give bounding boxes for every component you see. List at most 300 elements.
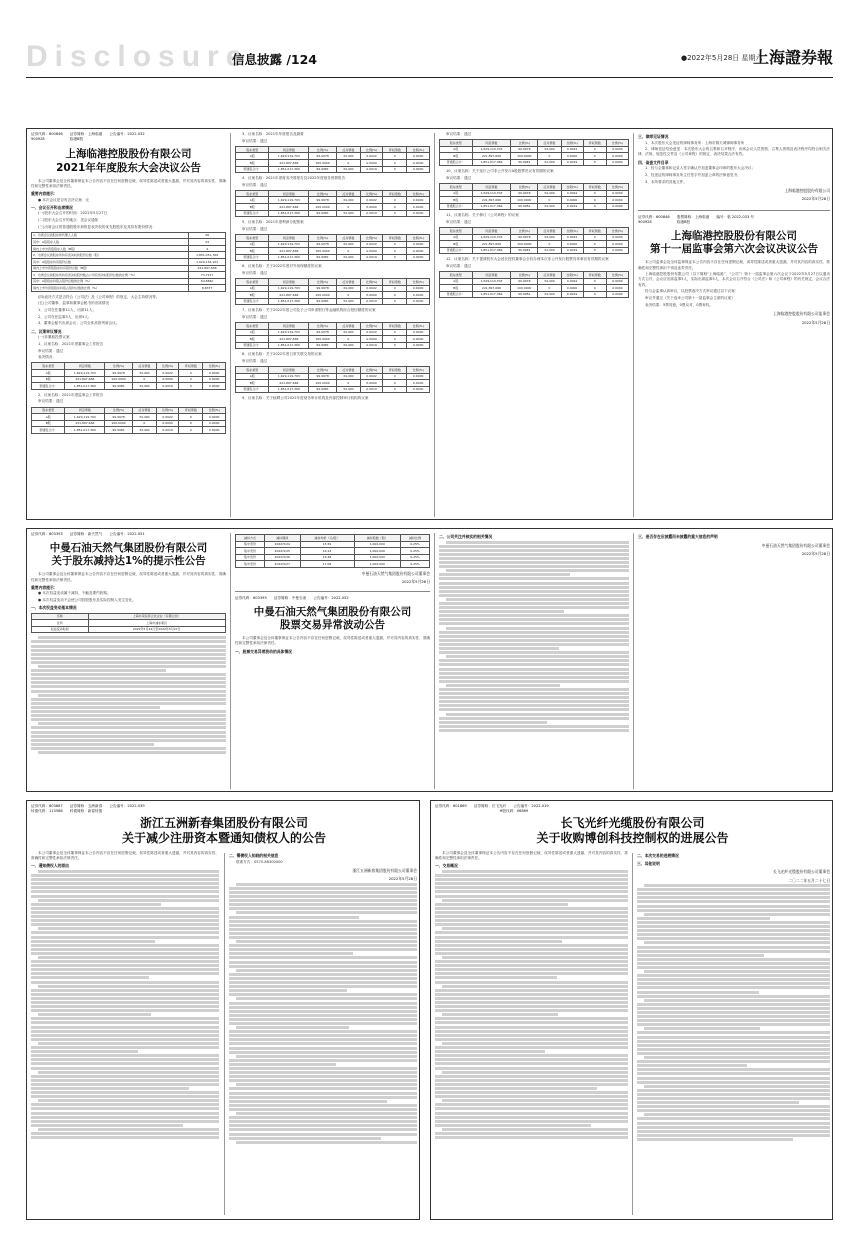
table-cell: A股 <box>236 373 269 380</box>
table-cell: 0 <box>583 153 606 160</box>
table-header: 股东类型 <box>236 146 269 153</box>
table-cell: A股 <box>440 190 473 197</box>
table-cell: 0 <box>383 153 407 160</box>
table-cell: B股 <box>440 153 473 160</box>
table-cell: A股 <box>236 285 269 292</box>
table-cell: 普通股合计： <box>236 166 269 173</box>
paragraph: 审议结果：通过 <box>242 226 268 231</box>
table-cell: 221,897,666 <box>65 376 105 383</box>
table-cell: 34,400 <box>538 278 561 285</box>
table-cell: 0 <box>179 370 203 377</box>
table-cell: 0.25% <box>400 561 429 568</box>
table-header: 比例(%) <box>156 363 179 370</box>
table-cell: B股 <box>440 241 473 248</box>
table-cell: 221,897,666 <box>472 197 511 204</box>
table-cell: 0.0019 <box>360 386 383 393</box>
table-cell: 0 <box>383 292 407 299</box>
table-row <box>236 298 430 305</box>
table-cell: 0 <box>583 190 606 197</box>
table-cell: 0.0019 <box>360 166 383 173</box>
table-cell: 0 <box>583 247 606 254</box>
paragraph: 4、议案名称：2021年度财务决算报告及2022年度财务预算报告 <box>242 176 346 181</box>
section-heading: 一、交易概况 <box>435 863 458 869</box>
table-header: 股东类型 <box>440 184 473 191</box>
bond-code-line: 转债代码：113568 转债简称：新春转债 <box>31 809 103 814</box>
table-cell: 0.0000 <box>360 380 383 387</box>
table-cell: 0.0022 <box>360 373 383 380</box>
table-cell: 0 <box>583 197 606 204</box>
vote-table <box>235 234 430 261</box>
vote-table <box>31 407 226 434</box>
company-name: 上海临港控股股份有限公司 <box>671 230 797 243</box>
stock-code-line: 证券代码：603393 证券简称：新天然气 公告编号：2022-051 <box>31 532 145 536</box>
table-cell: 普通股合计： <box>236 342 269 349</box>
table-header: 比例(%) <box>511 140 538 147</box>
paragraph: 审议结果：通过 <box>446 220 472 225</box>
table-cell: 1,851,017,369 <box>269 210 309 217</box>
signature-date: 2022年5月28日 <box>801 319 830 325</box>
table-header: 反对票数 <box>538 272 561 279</box>
table-cell: 34,400 <box>336 329 360 336</box>
table-header: 同意票数 <box>269 234 309 241</box>
notice-title: 关于减少注册资本暨通知债权人的公告 <box>121 831 326 846</box>
table-cell: 34,400 <box>336 342 360 349</box>
table-cell: 99.9981 <box>511 247 538 254</box>
table-header: 反对票数 <box>538 140 561 147</box>
newspaper-logo: 上海證券報 <box>752 48 833 67</box>
stock-code-line: 证券代码：601869 证券简称：长飞光纤 公告编号：2022-019 <box>435 804 549 808</box>
section-heading: 三、律师见证情况 <box>638 134 669 139</box>
column-divider <box>633 133 634 517</box>
table-cell: 2、出席会议的股东所持有表决权的股份总数（股） <box>32 252 189 259</box>
table-cell: 0 <box>383 241 407 248</box>
paragraph: (二)股东大会召开的地点：见会议通知 <box>38 217 99 222</box>
table-cell: 2022/5/24 <box>264 541 300 548</box>
table-cell: 34,400 <box>336 298 360 305</box>
notice-agm-col2 <box>235 132 430 518</box>
table-cell: 73.7217 <box>189 272 226 279</box>
paragraph: 审议结果：通过 <box>242 314 268 319</box>
table-cell: 境内上市外资股股东人数（B股） <box>32 245 189 252</box>
table-cell: 0 <box>383 210 407 217</box>
paragraph: 2、议案名称：2021年度监事会工作报告 <box>38 392 104 397</box>
paragraph: 11、议案名称：关于修订《公司章程》的议案 <box>446 213 519 218</box>
table-cell: 0 <box>583 159 606 166</box>
paragraph: 审议结果：通过 <box>242 138 268 143</box>
notice-title: 第十一届监事会第六次会议决议公告 <box>650 243 818 256</box>
paragraph: 1、议案名称：2021年度董事会工作报告 <box>38 341 104 346</box>
table-cell: 221,897,666 <box>269 204 309 211</box>
table-cell: 普通股合计： <box>236 210 269 217</box>
table-header: 反对票数 <box>336 323 360 330</box>
table-header: 比例(%) <box>606 140 628 147</box>
table-cell: 0.0000 <box>407 285 430 292</box>
table-cell: 1,851,017,369 <box>269 386 309 393</box>
notice-supervisory-col <box>638 132 830 518</box>
table-cell: A股 <box>236 153 269 160</box>
section-heading: 一、股票交易异常波动的具体情况 <box>235 648 292 654</box>
paragraph: 10、议案名称：关于延长公司非公开发行A股股票决议有效期的议案 <box>446 169 554 174</box>
table-cell: 0.0019 <box>561 291 583 298</box>
table-header: 比例(%) <box>606 184 628 191</box>
paragraph: 3、本所要求的其他文件。 <box>645 179 687 184</box>
table-cell: 99.9981 <box>511 159 538 166</box>
paragraph: 表决情况： <box>38 355 56 360</box>
notice-acquisition-header <box>435 804 830 848</box>
table-cell: 0.0000 <box>606 278 628 285</box>
table-cell: 99.9978 <box>309 329 337 336</box>
table-cell: 0.0022 <box>561 234 583 241</box>
table-cell: 0.0000 <box>203 427 226 434</box>
table-cell: 99.9978 <box>309 373 337 380</box>
table-header: 反对票数 <box>336 234 360 241</box>
table-cell: B股 <box>236 204 269 211</box>
table-cell: 0.0000 <box>407 292 430 299</box>
table-cell: 0.0000 <box>407 386 430 393</box>
table-header: 比例(%) <box>407 367 430 374</box>
table-row <box>236 254 430 261</box>
table-header: 比例(%) <box>156 407 179 414</box>
table-header: 比例(%) <box>606 272 628 279</box>
table-cell: 99.9978 <box>309 285 337 292</box>
table-cell: 99.9981 <box>309 166 337 173</box>
table-cell: 34,400 <box>336 166 360 173</box>
table-header: 比例(%) <box>561 140 583 147</box>
table-cell: 16.48 <box>300 554 354 561</box>
table-header: 比例(%) <box>407 234 430 241</box>
table-cell: 1,629,119,703 <box>65 370 105 377</box>
table-cell: 0.0019 <box>156 383 179 390</box>
table-cell: 34,400 <box>336 153 360 160</box>
table-cell: 2022/5/25 <box>264 548 300 555</box>
table-cell: B股 <box>236 380 269 387</box>
paragraph: 上海临港控股股份有限公司（以下简称“上海临港”、“公司”）第十一届监事会第六次会议于2022年5月27日以通讯方式召开，会议应出席监事5人，实际出席监事5人，本次会议召开符合《公司法》和《公司章程》的有关规定，会议合法有效。 <box>638 272 830 287</box>
disclaimer-text: 本公司董事会及全体董事保证本公告内容不存在任何虚假记载、误导性陈述或者重大遗漏，并对其内容的真实性、准确性和完整性承担法律责任。 <box>31 851 219 861</box>
stock-code-line: 证券代码：603393 证券简称：中曼石油 公告编号：2022-052 <box>235 595 349 600</box>
table-cell: 权益变动时间 <box>32 626 89 633</box>
paragraph: 5、议案名称：2021年度利润分配预案 <box>242 220 304 225</box>
paragraph: 12、议案名称：关于提请股东大会延长授权董事会全权办理本次非公开发行股票具体事宜有效期的议案 <box>446 257 609 262</box>
table-cell: 0.0019 <box>561 159 583 166</box>
table-cell: A股 <box>32 414 65 421</box>
table-cell: 0 <box>583 203 606 210</box>
table-header: 股东类型 <box>236 367 269 374</box>
table-cell: 0 <box>179 383 203 390</box>
company-name: 浙江五洲新春集团股份有限公司 <box>139 816 308 831</box>
table-cell: 0.0000 <box>360 336 383 343</box>
table-cell: 0 <box>383 329 407 336</box>
table-header: 弃权票数 <box>179 363 203 370</box>
table-cell: 221,897,666 <box>269 248 309 255</box>
table-header: 比例(%) <box>561 272 583 279</box>
table-header: 比例(%) <box>407 146 430 153</box>
stock-code-line: 证券代码：600848 股票简称：上海临港 编号：临 2022-033 号 <box>638 214 754 219</box>
table-cell: 0 <box>383 159 407 166</box>
table-cell: 99.9981 <box>511 291 538 298</box>
notice-title: 关于收购博创科技控制权的进展公告 <box>536 831 729 846</box>
table-header: 弃权票数 <box>383 190 407 197</box>
table-cell: 99.9981 <box>105 383 133 390</box>
table-header: 比例(%) <box>360 234 383 241</box>
table-cell: 0.25% <box>400 548 429 555</box>
table-cell: 1,851,017,369 <box>472 247 511 254</box>
table-cell: 1,629,119,703 <box>269 153 309 160</box>
table-cell: 2022/5/27 <box>264 561 300 568</box>
paragraph: 2、公司在任监事5人，出席5人； <box>38 314 92 319</box>
table-header: 弃权票数 <box>383 279 407 286</box>
table-cell: 0.0000 <box>561 241 583 248</box>
table-cell: 64.8840 <box>189 278 226 285</box>
table-cell: 0.0000 <box>606 203 628 210</box>
table-cell: 普通股合计： <box>32 383 65 390</box>
table-header: 比例(%) <box>360 146 383 153</box>
vote-table <box>439 139 629 166</box>
table-header: 股东类型 <box>440 140 473 147</box>
paragraph: (四)表决方式是否符合《公司法》及《公司章程》的规定，大会主持情况等。 <box>38 294 160 299</box>
table-cell: 0 <box>538 153 561 160</box>
table-header: 同意票数 <box>269 279 309 286</box>
table-cell: 0 <box>179 376 203 383</box>
table-cell: 100.0000 <box>309 204 337 211</box>
attendance-table <box>31 232 226 292</box>
table-header: 比例(%) <box>203 363 226 370</box>
table-cell: A股 <box>236 241 269 248</box>
section-heading: 一、本次权益变动基本情况 <box>31 605 77 611</box>
table-header: 股东类型 <box>440 228 473 235</box>
table-cell: 0.0019 <box>561 203 583 210</box>
table-cell: 0.0019 <box>360 210 383 217</box>
table-cell: B股 <box>32 420 65 427</box>
table-cell: 99.9981 <box>309 210 337 217</box>
vote-table <box>235 190 430 217</box>
table-header: 同意票数 <box>269 190 309 197</box>
table-header: 比例(%) <box>360 190 383 197</box>
disclaimer-text: 本公司董事会及全体董事保证本公告内容不存在任何虚假记载、误导性陈述或者重大遗漏，并对其内容的真实性、准确性和完整性承担法律责任。 <box>435 851 628 861</box>
table-cell: 0 <box>538 197 561 204</box>
table-header: 名称 <box>32 613 89 620</box>
table-cell: B股 <box>236 159 269 166</box>
table-cell: 99.9978 <box>511 234 538 241</box>
table-cell: 100.0000 <box>309 336 337 343</box>
paragraph: (一)非累积投票议案 <box>38 335 70 340</box>
table-cell: 100.0000 <box>105 420 133 427</box>
table-cell: 0.0022 <box>561 278 583 285</box>
table-cell: 0 <box>179 427 203 434</box>
table-cell: 1,000,000 <box>354 541 400 548</box>
notice-title: 关于股东减持达1%的提示性公告 <box>51 555 206 568</box>
table-cell: 99.9981 <box>105 427 133 434</box>
paragraph: 审议结果：通过 <box>242 270 268 275</box>
table-header: 反对票数 <box>336 190 360 197</box>
table-header: 反对票数 <box>538 184 561 191</box>
table-header: 弃权票数 <box>583 140 606 147</box>
table-cell: 0.0000 <box>407 336 430 343</box>
table-cell: 0 <box>383 166 407 173</box>
table-header: 比例(%) <box>105 363 133 370</box>
table-cell: 3、出席会议的股东所持有表决权股份数占公司有表决权股份总数的比例（%） <box>32 272 189 279</box>
disclaimer-text: 本公司监事会及全体监事保证本公告内容不存在任何虚假记载、误导性陈述或者重大遗漏，并对其内容的真实性、准确性和完整性承担个别及连带责任。 <box>638 260 830 270</box>
table-header: 比例(%) <box>511 228 538 235</box>
table-cell: 1,629,119,703 <box>472 278 511 285</box>
table-cell: 集中竞价 <box>236 541 265 548</box>
table-row <box>440 291 629 298</box>
table-header: 比例(%) <box>360 323 383 330</box>
stock-code-line-b: 900928 临港B股 <box>31 137 84 142</box>
table-cell: 34,400 <box>132 414 156 421</box>
shareholder-info-table <box>31 613 226 634</box>
table-header: 弃权票数 <box>583 184 606 191</box>
table-cell: 99.9978 <box>105 370 133 377</box>
company-name: 长飞光纤光缆股份有限公司 <box>560 816 705 831</box>
table-header: 比例(%) <box>511 272 538 279</box>
table-cell: 0.0000 <box>407 373 430 380</box>
table-cell: 100.0000 <box>511 241 538 248</box>
table-cell: 0 <box>336 380 360 387</box>
table-cell: 0.0000 <box>407 204 430 211</box>
table-cell: 1,851,017,369 <box>472 159 511 166</box>
paragraph: 审议结果：通过 <box>446 132 472 136</box>
table-cell: 普通股合计： <box>236 254 269 261</box>
table-cell: 普通股合计： <box>440 247 473 254</box>
table-cell: B股 <box>236 248 269 255</box>
masthead <box>26 40 833 78</box>
table-cell: 0.0000 <box>360 292 383 299</box>
table-cell: 0.0000 <box>561 285 583 292</box>
table-cell: 0 <box>583 291 606 298</box>
table-cell: 99.9978 <box>105 414 133 421</box>
paragraph: 9、议案名称：关于续聘公司2022年度财务审计机构及内部控制审计机构的议案 <box>242 396 369 401</box>
table-cell: 0 <box>538 285 561 292</box>
table-cell: 0 <box>383 254 407 261</box>
table-cell: 0.25% <box>400 541 429 548</box>
table-cell: 0 <box>179 420 203 427</box>
table-header: 弃权票数 <box>383 323 407 330</box>
table-cell: 99.9978 <box>309 153 337 160</box>
table-cell: 1,851,017,369 <box>269 166 309 173</box>
table-cell: 0.0000 <box>561 197 583 204</box>
table-cell: 普通股合计： <box>32 427 65 434</box>
notice-block-bottom-right <box>430 800 833 1220</box>
table-cell: 0.0000 <box>407 248 430 255</box>
paragraph: 7、议案名称：关于2022年度公司及子公司申请银行等金融机构综合授信额度的议案 <box>242 308 376 313</box>
table-cell: 境内上市外资股股东持有股份总数（B股） <box>32 265 189 272</box>
column-divider <box>633 533 634 789</box>
table-cell: 0 <box>538 241 561 248</box>
paragraph: (一)股东大会召开的时间：2022年5月27日 <box>38 211 108 216</box>
brand-wordmark: Disclosure <box>26 40 250 73</box>
paragraph: 3、董事会秘书出席会议；公司全体高管列席会议。 <box>38 321 120 326</box>
table-cell: 1,851,017,369 <box>269 342 309 349</box>
signature: 上海临港控股股份有限公司 <box>784 187 830 193</box>
disclaimer-text: 本公司董事会及全体董事保证本公告内容不存在任何虚假记载、误导性陈述或者重大遗漏，并对其内容的真实性、准确性和完整性承担法律责任。 <box>235 636 430 646</box>
table-cell: 其中：A股股东持股占股份总数的比例（%） <box>32 278 189 285</box>
body-text-texture <box>637 884 830 1141</box>
column-divider <box>632 853 633 1215</box>
table-header: 比例(%) <box>309 367 337 374</box>
table-cell: 0.0000 <box>360 248 383 255</box>
table-header: 比例(%) <box>309 279 337 286</box>
table-cell: 0 <box>383 204 407 211</box>
table-cell: 集中竞价 <box>236 554 265 561</box>
notice-block-middle <box>26 528 833 792</box>
table-cell: B股 <box>236 336 269 343</box>
table-header: 股东类型 <box>32 407 65 414</box>
table-header: 反对票数 <box>336 146 360 153</box>
table-cell: 100.0000 <box>105 376 133 383</box>
table-cell: 15.59 <box>300 541 354 548</box>
table-cell: 0 <box>583 146 606 153</box>
table-cell: 0 <box>583 241 606 248</box>
table-header: 反对票数 <box>132 407 156 414</box>
signature: 中曼石油天然气集团股份有限公司董事会 <box>761 542 830 548</box>
table-header: 比例(%) <box>561 184 583 191</box>
table-cell: 0.0000 <box>360 204 383 211</box>
table-cell: 0.0000 <box>407 166 430 173</box>
table-header: 反对票数 <box>538 228 561 235</box>
table-cell: 1,629,119,703 <box>269 197 309 204</box>
table-cell: 0.0000 <box>203 420 226 427</box>
table-header: 同意票数 <box>472 140 511 147</box>
table-cell: 34,400 <box>538 234 561 241</box>
table-cell: 0.0000 <box>606 159 628 166</box>
table-cell: B股 <box>32 376 65 383</box>
table-cell: 1,851,051,769 <box>189 252 226 259</box>
table-cell: 34,400 <box>132 370 156 377</box>
table-cell: 1,000,000 <box>354 561 400 568</box>
table-cell: 普通股合计： <box>440 291 473 298</box>
table-row <box>32 383 226 390</box>
table-header: 减持方式 <box>236 535 265 542</box>
table-header: 弃权票数 <box>383 234 407 241</box>
paragraph: (五)公司董事、监事和董事会秘书的出席情况 <box>38 301 110 306</box>
table-cell: 0.25% <box>400 554 429 561</box>
table-header: 比例(%) <box>360 279 383 286</box>
table-cell: 1,629,119,703 <box>269 285 309 292</box>
notice-title: 股票交易异常波动公告 <box>280 618 385 631</box>
table-cell: 0.0000 <box>360 159 383 166</box>
table-header: 减持期间 <box>264 535 300 542</box>
table-row <box>236 342 430 349</box>
table-header: 比例(%) <box>407 190 430 197</box>
table-cell: 17.06 <box>300 561 354 568</box>
key-points-label: 重要内容提示： <box>31 191 58 197</box>
table-cell: 0.0000 <box>606 146 628 153</box>
table-header: 比例(%) <box>105 407 133 414</box>
table-header: 反对票数 <box>336 279 360 286</box>
table-cell: 34,400 <box>336 254 360 261</box>
table-cell: 0.0000 <box>606 241 628 248</box>
table-cell: 0.0000 <box>407 329 430 336</box>
disclaimer-text: 本公司董事会及全体董事保证本公告内容不存在任何虚假记载、误导性陈述或者重大遗漏，并对其内容的真实性、准确性和完整性承担法律责任。 <box>31 572 226 582</box>
table-header: 比例(%) <box>511 184 538 191</box>
notice-volatility-col4 <box>638 532 830 790</box>
table-cell: 0.0019 <box>156 427 179 434</box>
table-cell: 0 <box>383 336 407 343</box>
table-cell: 100.0000 <box>309 292 337 299</box>
contact-info: 联系方式：0575-86300000 <box>236 859 283 864</box>
table-cell: 0 <box>383 373 407 380</box>
vote-table <box>439 183 629 210</box>
signature-date: 二〇二二年五月二十七日 <box>788 877 830 883</box>
paragraph: 审议结果：通过 <box>38 399 64 404</box>
table-cell: 普通股合计： <box>440 203 473 210</box>
table-cell: 0.0000 <box>606 197 628 204</box>
table-cell: 99.9978 <box>511 278 538 285</box>
column-divider <box>434 133 435 517</box>
notice-title: 2021年年度股东大会决议公告 <box>56 161 201 174</box>
table-cell: 34,400 <box>538 203 561 210</box>
table-cell: 2022/5/26 <box>264 554 300 561</box>
